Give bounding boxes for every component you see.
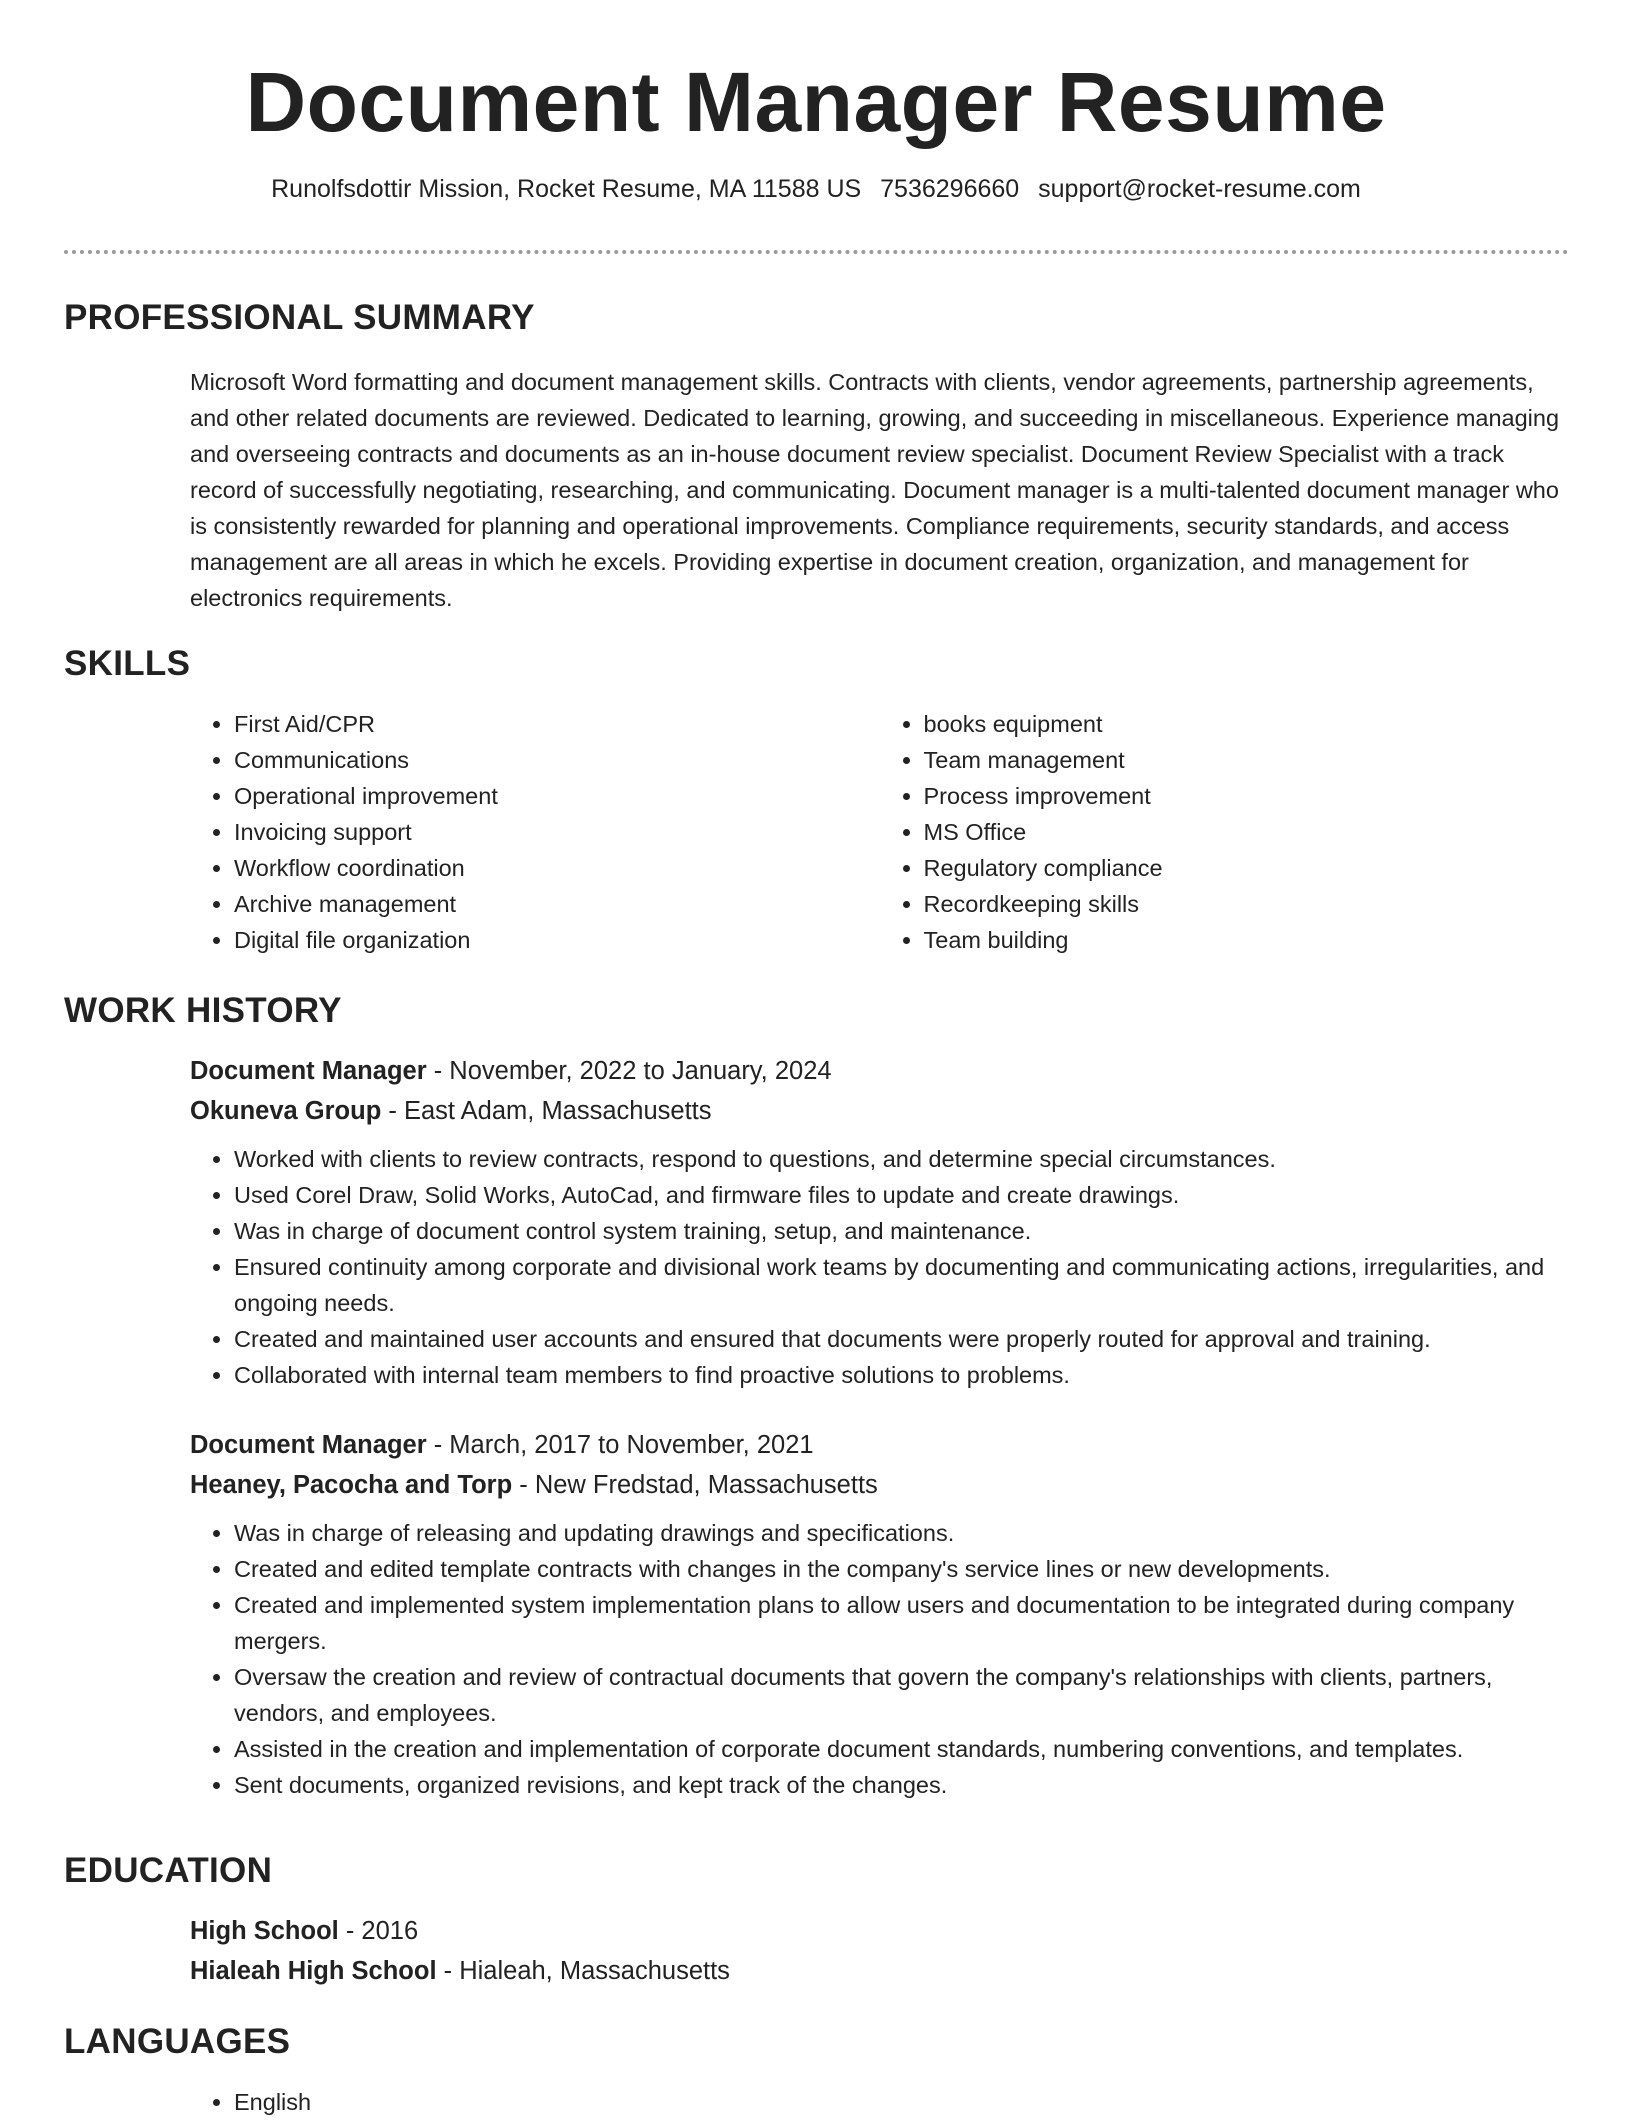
summary-title: PROFESSIONAL SUMMARY <box>64 298 535 337</box>
skills-list-right <box>880 706 1570 958</box>
skill-item: • Recordkeeping skills <box>924 886 1570 922</box>
job-bullet: • Created and edited template contracts with changes in the company's service lines or new developments. <box>234 1551 1569 1587</box>
job-location: - East Adam, Massachusetts <box>381 1097 712 1125</box>
job-bullet: • Oversaw the creation and review of contractual documents that govern the company's relationships with clients, partners, vendors, and employees. <box>234 1659 1569 1731</box>
job-dates: - March, 2017 to November, 2021 <box>426 1431 814 1459</box>
skills-section <box>64 644 1569 958</box>
job-entry <box>190 1051 1569 1393</box>
contact-line <box>0 175 1632 204</box>
job-bullets <box>190 1141 1569 1393</box>
job-role-line <box>190 1051 1569 1091</box>
summary-text: Microsoft Word formatting and document management skills. Contracts with clients, vendor agreements, partnership agreements, and other related documents are reviewed. Dedicated to learning, growing, and succeeding in miscellaneous. Experience managing and overseeing contracts and documents as an in-house document review specialist. Document Review Specialist with a track record of successfully negotiating, researching, and communicating. Document manager is a multi-talented document manager who is consistently rewarded for planning and operational improvements. Compliance requirements, security standards, and access management are all areas in which he excels. Providing expertise in document creation, organization, and management for electronics requirements. <box>190 369 1560 611</box>
work-history-title: WORK HISTORY <box>64 991 342 1030</box>
job-company: Okuneva Group <box>190 1097 382 1125</box>
job-role: Document Manager <box>190 1431 427 1459</box>
languages-section <box>64 2022 1569 2120</box>
languages-list <box>190 2084 1569 2120</box>
education-location: - Hialeah, Massachusetts <box>436 1957 730 1985</box>
education-degree-line <box>190 1911 1569 1951</box>
job-company-line <box>190 1465 1569 1505</box>
job-bullet: • Worked with clients to review contracts, respond to questions, and determine special circumstances. <box>234 1141 1569 1177</box>
job-bullet: • Sent documents, organized revisions, and kept track of the changes. <box>234 1767 1569 1803</box>
languages-title: LANGUAGES <box>64 2022 291 2061</box>
skill-item: • Operational improvement <box>234 778 880 814</box>
job-dates: - November, 2022 to January, 2024 <box>426 1057 832 1085</box>
skills-columns <box>190 706 1569 958</box>
language-item: • English <box>234 2084 1569 2120</box>
skill-item: • books equipment <box>924 706 1570 742</box>
contact-address: Runolfsdottir Mission, Rocket Resume, MA 11588 US <box>271 174 862 203</box>
job-bullet: • Used Corel Draw, Solid Works, AutoCad, and firmware files to update and create drawings. <box>234 1177 1569 1213</box>
skill-item: • Process improvement <box>924 778 1570 814</box>
job-bullet: • Ensured continuity among corporate and divisional work teams by documenting and communicating actions, irregularities, and ongoing needs. <box>234 1249 1569 1321</box>
skill-item: • Communications <box>234 742 880 778</box>
job-bullet: • Was in charge of releasing and updating drawings and specifications. <box>234 1515 1569 1551</box>
job-bullet: • Assisted in the creation and implementation of corporate document standards, numbering conventions, and templates. <box>234 1731 1569 1767</box>
education-title: EDUCATION <box>64 1851 273 1890</box>
job-role-line <box>190 1425 1569 1465</box>
job-company: Heaney, Pacocha and Torp <box>190 1471 513 1499</box>
work-history-section <box>64 991 1569 1803</box>
contact-email[interactable]: support@rocket-resume.com <box>1038 174 1361 203</box>
job-location: - New Fredstad, Massachusetts <box>512 1471 878 1499</box>
skill-item: • MS Office <box>924 814 1570 850</box>
skill-item: • First Aid/CPR <box>234 706 880 742</box>
education-section <box>64 1851 1569 1991</box>
summary-section <box>64 298 1569 616</box>
resume-name: Document Manager Resume <box>245 55 1387 149</box>
education-entry <box>190 1911 1569 1991</box>
header-divider <box>64 250 1569 254</box>
skill-item: • Workflow coordination <box>234 850 880 886</box>
job-company-line <box>190 1091 1569 1131</box>
education-degree: High School <box>190 1917 339 1945</box>
job-bullet: • Created and maintained user accounts and ensured that documents were properly routed for approval and training. <box>234 1321 1569 1357</box>
education-year: - 2016 <box>338 1917 419 1945</box>
skill-item: • Team building <box>924 922 1570 958</box>
skills-title: SKILLS <box>64 644 191 683</box>
job-entry <box>190 1425 1569 1803</box>
education-school-line <box>190 1951 1569 1991</box>
resume-header <box>0 0 1632 204</box>
job-bullet: • Created and implemented system implementation plans to allow users and documentation to be integrated during company mergers. <box>234 1587 1569 1659</box>
job-role: Document Manager <box>190 1057 427 1085</box>
contact-phone[interactable]: 7536296660 <box>880 174 1020 203</box>
languages-entry <box>190 2084 1569 2120</box>
skill-item: • Digital file organization <box>234 922 880 958</box>
job-bullet: • Was in charge of document control system training, setup, and maintenance. <box>234 1213 1569 1249</box>
skill-item: • Team management <box>924 742 1570 778</box>
job-bullets <box>190 1515 1569 1803</box>
job-bullet: • Collaborated with internal team members to find proactive solutions to problems. <box>234 1357 1569 1393</box>
skills-list-left <box>190 706 880 958</box>
skill-item: • Invoicing support <box>234 814 880 850</box>
skill-item: • Regulatory compliance <box>924 850 1570 886</box>
education-school: Hialeah High School <box>190 1957 437 1985</box>
skill-item: • Archive management <box>234 886 880 922</box>
